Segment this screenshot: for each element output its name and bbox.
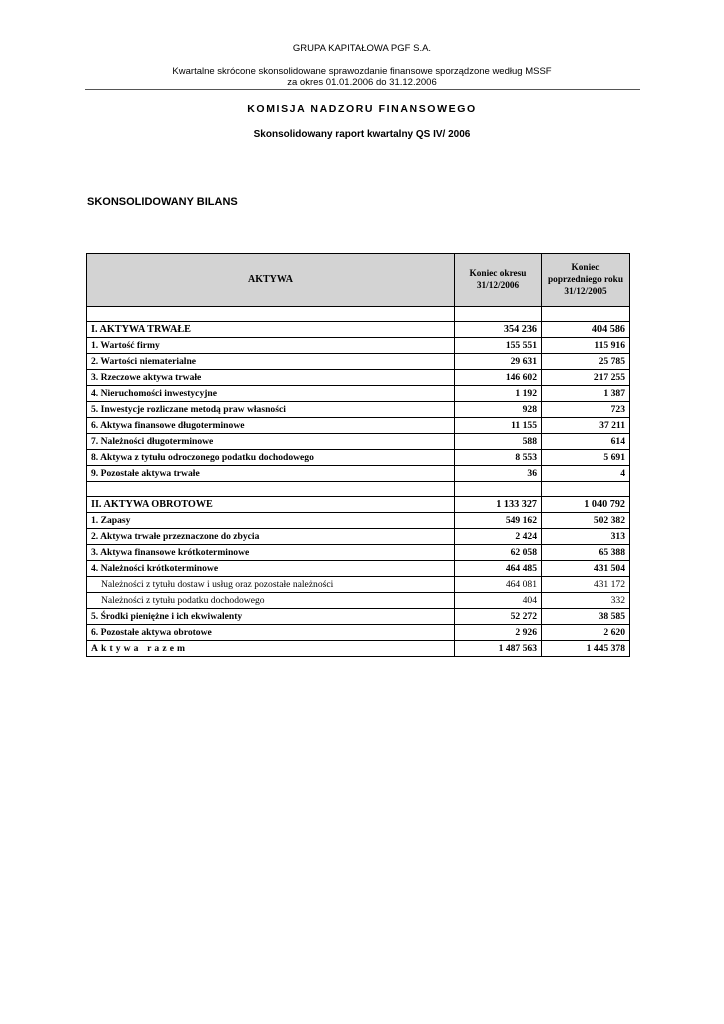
previous-value: 1 040 792 (542, 497, 630, 513)
report-period: za okres 01.01.2006 do 31.12.2006 (287, 77, 437, 88)
table-row (87, 402, 630, 418)
row-label: II. AKTYWA OBROTOWE (87, 497, 455, 513)
row-label: 6. Aktywa finansowe długoterminowe (87, 418, 455, 434)
previous-value: 404 586 (542, 322, 630, 338)
header-divider (85, 89, 640, 90)
table-row (87, 561, 630, 577)
current-value: 62 058 (455, 545, 542, 561)
table-row (87, 354, 630, 370)
table-row (87, 450, 630, 466)
current-value: 1 487 563 (455, 641, 542, 657)
previous-value: 614 (542, 434, 630, 450)
table-header-row (87, 254, 630, 307)
report-title: Skonsolidowany raport kwartalny QS IV/ 2006 (253, 129, 471, 140)
table-row (87, 466, 630, 482)
column-header-previous-year (542, 254, 630, 307)
total-row (87, 641, 630, 657)
current-value: 155 551 (455, 338, 542, 354)
row-label: Należności z tytułu dostaw i usług oraz pozostałe należności (87, 577, 455, 593)
row-label: 4. Należności krótkoterminowe (87, 561, 455, 577)
previous-value: 431 172 (542, 577, 630, 593)
current-value: 404 (455, 593, 542, 609)
row-label: I. AKTYWA TRWAŁE (87, 322, 455, 338)
previous-value: 115 916 (542, 338, 630, 354)
previous-value: 65 388 (542, 545, 630, 561)
row-label: 3. Aktywa finansowe krótkoterminowe (87, 545, 455, 561)
row-label: Należności z tytułu podatku dochodowego (87, 593, 455, 609)
table-row (87, 386, 630, 402)
company-name: GRUPA KAPITAŁOWA PGF S.A. (292, 43, 432, 54)
spacer-row (87, 482, 630, 497)
current-value: 1 133 327 (455, 497, 542, 513)
previous-value: 25 785 (542, 354, 630, 370)
table-row (87, 418, 630, 434)
current-value: 146 602 (455, 370, 542, 386)
table-row (87, 338, 630, 354)
current-value: 464 081 (455, 577, 542, 593)
table-row (87, 593, 630, 609)
row-label: 4. Nieruchomości inwestycyjne (87, 386, 455, 402)
table-row (87, 513, 630, 529)
table-row (87, 370, 630, 386)
current-value: 588 (455, 434, 542, 450)
table-row (87, 545, 630, 561)
authority-title: KOMISJA NADZORU FINANSOWEGO (247, 103, 477, 115)
row-label: 6. Pozostałe aktywa obrotowe (87, 625, 455, 641)
previous-value: 1 387 (542, 386, 630, 402)
current-value: 464 485 (455, 561, 542, 577)
row-label: Aktywa razem (87, 641, 455, 657)
row-label: 5. Inwestycje rozliczane metodą praw własności (87, 402, 455, 418)
previous-value: 332 (542, 593, 630, 609)
previous-value: 38 585 (542, 609, 630, 625)
previous-value: 5 691 (542, 450, 630, 466)
current-period-label: Koniec okresu (469, 269, 527, 279)
current-value: 36 (455, 466, 542, 482)
current-value: 1 192 (455, 386, 542, 402)
row-label: 2. Aktywa trwałe przeznaczone do zbycia (87, 529, 455, 545)
previous-value: 313 (542, 529, 630, 545)
row-label: 1. Wartość firmy (87, 338, 455, 354)
previous-value: 723 (542, 402, 630, 418)
previous-value: 4 (542, 466, 630, 482)
table-row (87, 577, 630, 593)
row-label: 7. Należności długoterminowe (87, 434, 455, 450)
table-row (87, 529, 630, 545)
current-value: 29 631 (455, 354, 542, 370)
current-value: 928 (455, 402, 542, 418)
table-row (87, 609, 630, 625)
current-value: 2 424 (455, 529, 542, 545)
table-row (87, 497, 630, 513)
previous-value: 37 211 (542, 418, 630, 434)
current-period-date: 31/12/2006 (476, 281, 520, 291)
previous-year-label-1: Koniec (571, 263, 600, 273)
column-header-assets: AKTYWA (87, 254, 455, 307)
previous-year-label-2: poprzedniego roku (548, 275, 623, 285)
current-value: 52 272 (455, 609, 542, 625)
row-label: 8. Aktywa z tytułu odroczonego podatku dochodowego (87, 450, 455, 466)
row-label: 3. Rzeczowe aktywa trwałe (87, 370, 455, 386)
column-header-current-period (455, 254, 542, 307)
row-label: 9. Pozostałe aktywa trwałe (87, 466, 455, 482)
section-title: SKONSOLIDOWANY BILANS (87, 196, 238, 208)
previous-value: 502 382 (542, 513, 630, 529)
previous-value: 431 504 (542, 561, 630, 577)
previous-value: 1 445 378 (542, 641, 630, 657)
current-value: 8 553 (455, 450, 542, 466)
balance-sheet-table (86, 253, 630, 657)
table-row (87, 322, 630, 338)
previous-year-date: 31/12/2005 (564, 287, 607, 297)
row-label: 5. Środki pieniężne i ich ekwiwalenty (87, 609, 455, 625)
report-subtitle-line1: Kwartalne skrócone skonsolidowane sprawozdanie finansowe sporządzone według MSSF (172, 66, 552, 77)
current-value: 549 162 (455, 513, 542, 529)
current-value: 2 926 (455, 625, 542, 641)
previous-value: 2 620 (542, 625, 630, 641)
current-value: 354 236 (455, 322, 542, 338)
spacer-row (87, 307, 630, 322)
report-subtitle (0, 66, 724, 88)
row-label: 1. Zapasy (87, 513, 455, 529)
previous-value: 217 255 (542, 370, 630, 386)
row-label: 2. Wartości niematerialne (87, 354, 455, 370)
table-row (87, 625, 630, 641)
table-row (87, 434, 630, 450)
current-value: 11 155 (455, 418, 542, 434)
